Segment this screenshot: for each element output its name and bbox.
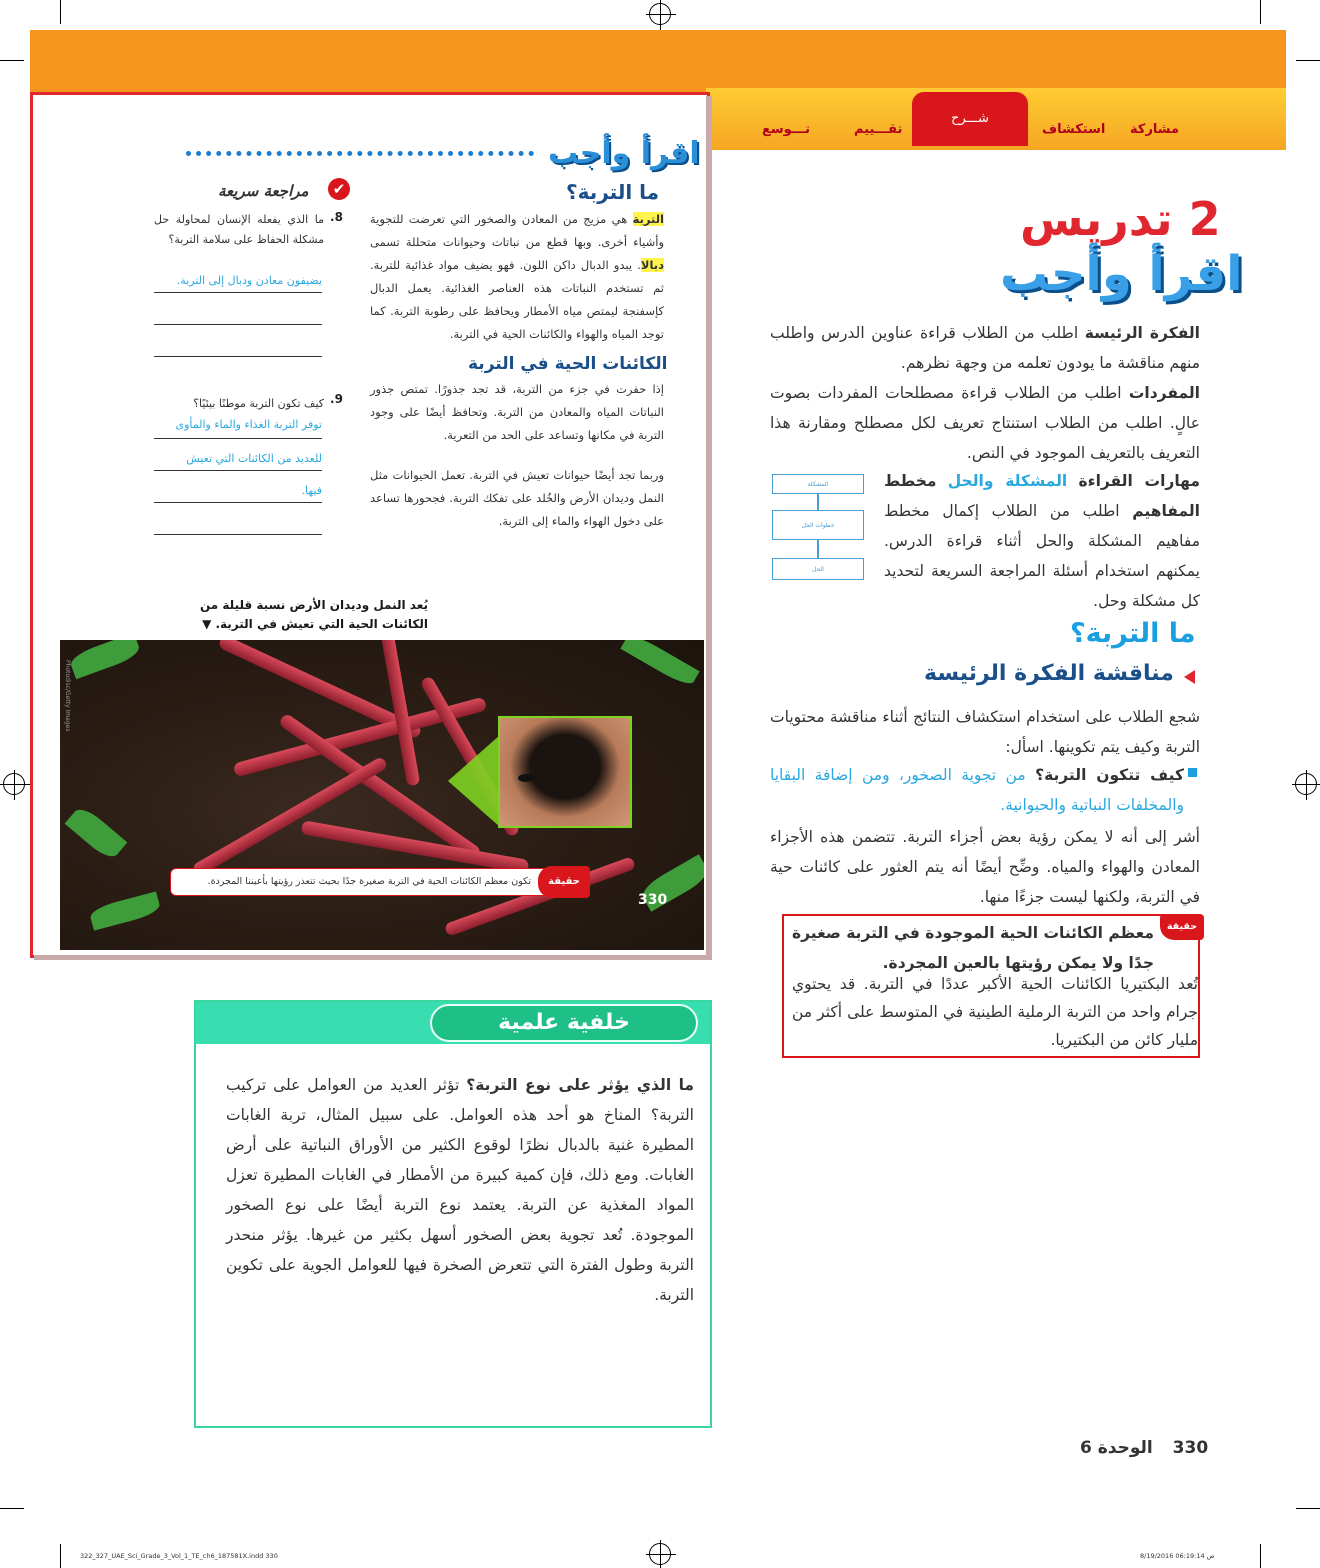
soil-text-a: هي مزيج من المعادن والصخور التي تعرضت للتجوية وأشياء أخرى. وبها قطع من نباتات وحيوانات متحللة تسمى	[370, 212, 664, 249]
main-idea-text: اطلب من الطلاب قراءة عناوين الدرس واطلب منهم مناقشة ما يودون تعلمه من وجهة نظرهم.	[770, 324, 1200, 372]
registration-mark-icon	[649, 1543, 671, 1565]
heading-living-things: الكائنات الحية في التربة	[468, 354, 668, 374]
crop-mark	[0, 1508, 24, 1509]
crop-mark	[60, 0, 61, 24]
file-slug: 322_327_UAE_Sci_Grade_3_Vol_1_TE_ch6_187581X.indd 330	[80, 1552, 278, 1560]
heading-what-is-soil: ما التربة؟	[566, 180, 660, 204]
point-paragraph: أشر إلى أنه لا يمكن رؤية بعض أجزاء التربة. تتضمن هذه الأجزاء المعادن والهواء والمياه. وضِّح أيضًا أنه يتم العثور على كائنات حية في التربة، ولكنها ليست جزءًا منها.	[770, 828, 1200, 906]
tab-evaluate[interactable]: تقـــييم	[854, 122, 903, 137]
question-8-answer: يضيفون معادن ودبال إلى التربة.	[176, 274, 322, 287]
crop-mark	[0, 60, 24, 61]
living-paragraph-1: إذا حفرت في جزء من التربة، قد تجد جذورًا. تمتص جذور النباتات المياه والمعادن من التربة. وتحافظ أيضًا على وجود التربة في مكانها وتساعد على الحد من التعرية.	[370, 382, 664, 442]
student-page-number: 330	[638, 892, 668, 908]
discuss-heading: مناقشة الفكرة الرئيسة	[924, 661, 1174, 686]
fact-tag: حقيقة	[538, 866, 590, 898]
quick-review-title: مراجعة سريعة	[218, 182, 309, 200]
section-heading: ما التربة؟	[1070, 618, 1196, 649]
tab-extend[interactable]: تـــوسع	[762, 122, 811, 137]
science-background-pill	[430, 1004, 698, 1042]
question-9-answer: فيها.	[301, 484, 322, 497]
square-bullet-icon	[1188, 768, 1197, 777]
question-paragraph	[770, 760, 1184, 820]
top-band	[30, 30, 1286, 92]
soil-term: التربة	[632, 212, 664, 226]
registration-mark-icon	[3, 773, 25, 795]
reading-label: مهارات القراءة	[1078, 472, 1200, 490]
inset-pointer	[448, 735, 500, 827]
ant-burrow-inset	[498, 716, 632, 828]
reading-skills-paragraph	[884, 466, 1200, 616]
answer-line	[154, 502, 322, 503]
answer-line	[154, 470, 322, 471]
leaf	[620, 640, 699, 689]
question-9-text: كيف تكون التربة موطنًا بيئيًا؟	[193, 397, 324, 410]
flow-arrow	[817, 494, 819, 510]
check-icon: ✔	[328, 178, 350, 200]
crop-mark	[1260, 0, 1261, 24]
answer-line	[154, 438, 322, 439]
question-answer: من تجوية الصخور، ومن إضافة البقايا والمخلفات النباتية والحيوانية.	[770, 766, 1184, 814]
worm	[191, 756, 388, 877]
crop-mark	[60, 1544, 61, 1568]
discuss-paragraph: شجع الطلاب على استخدام استكشاف النتائج أثناء مناقشة محتويات التربة وكيف يتم تكوينها. اسأل:	[770, 708, 1200, 756]
question-9-answer: توفر التربة الغذاء والماء والمأوى	[175, 418, 322, 431]
flow-box-steps: خطوات الحل	[772, 510, 864, 540]
vocab-paragraph	[770, 378, 1200, 468]
crop-mark	[1296, 1508, 1320, 1509]
reading-blue-label: المشكلة والحل	[947, 472, 1068, 490]
flow-box-problem: المشكلة	[772, 474, 864, 494]
science-background-paragraph	[226, 1070, 694, 1310]
read-and-answer-logo-large: اقرأ وأجب	[1000, 246, 1243, 302]
soil-paragraph	[370, 208, 664, 346]
tab-explore[interactable]: استكشاف	[1042, 122, 1106, 137]
flow-box-solution: الحل	[772, 558, 864, 580]
photo-credit: Photodisc/Getty Images	[64, 660, 71, 732]
leaf	[65, 804, 128, 862]
science-background-title: خلفية علمية	[498, 1010, 630, 1035]
fact-teacher-text: تُعد البكتيريا الكائنات الحية الأكبر عددًا في التربة. قد يحتوي جرام واحد من التربة الرملية الطينية في المتوسط على أكثر من مليار كائن من البكتيريا.	[792, 975, 1198, 1049]
answer-line	[154, 356, 322, 357]
reading-text: اطلب من الطلاب إكمال مخطط مفاهيم المشكلة والحل أثناء قراءة الدرس. يمكنهم استخدام أسئلة المراجعة السريعة لتحديد كل مشكلة وحل.	[884, 502, 1200, 610]
tab-engage[interactable]: مشاركة	[1130, 122, 1180, 137]
flow-arrow	[817, 540, 819, 558]
tab-explain[interactable]: شـــرح	[912, 92, 1028, 146]
read-and-answer-logo: اقرأ وأجب	[548, 136, 700, 171]
vocab-label: المفردات	[1128, 384, 1200, 402]
ant-icon	[518, 774, 534, 782]
student-page-shadow	[34, 955, 712, 960]
question-9-answer: للعديد من الكائنات التي تعيش	[186, 452, 322, 465]
answer-line	[154, 534, 322, 535]
problem-solution-chart	[772, 474, 864, 582]
vocab-text: اطلب من الطلاب قراءة مصطلحات المفردات بصوت عالٍ. اطلب من الطلاب استنتاج تعريف لكل مصطلح ومقارنة هذا التعريف بالتعريف الموجود في النص.	[770, 384, 1200, 462]
footer-page-info	[1080, 1438, 1208, 1458]
question-8-text: ما الذي يفعله الإنسان لمحاولة حل مشكلة الحفاظ على سلامة التربة؟	[154, 213, 324, 246]
question-9-number: 9.	[330, 392, 343, 406]
answer-line	[154, 324, 322, 325]
science-background-question: ما الذي يؤثر على نوع التربة؟	[466, 1076, 694, 1094]
date-slug: 8/19/2016 06:19:14 ص	[1140, 1552, 1215, 1560]
humus-term: دبالا	[640, 258, 664, 272]
leaf	[68, 640, 142, 679]
reading-label-2: مخطط	[884, 472, 937, 490]
fact-callout: تكون معظم الكائنات الحية في التربة صغيرة جدًا بحيث تتعذر رؤيتها بأعيننا المجردة.	[170, 868, 582, 896]
teach-title: 2 تدريس	[1020, 192, 1221, 246]
student-page-shadow	[706, 96, 712, 958]
triangle-bullet-icon	[1184, 670, 1195, 684]
living-paragraph-2: وربما تجد أيضًا حيوانات تعيش في التربة. تعمل الحيوانات مثل النمل وديدان الأرض والخُلد على تفكك التربة. فجحورها تساعد على دخول الهواء والماء إلى التربة.	[370, 468, 664, 528]
worm	[301, 820, 530, 874]
main-idea-paragraph	[770, 318, 1200, 378]
footer-unit: الوحدة 6	[1080, 1438, 1153, 1458]
leaf	[88, 891, 161, 930]
crop-mark	[1296, 60, 1320, 61]
question-label: كيف تتكون التربة؟	[1035, 766, 1184, 784]
question-8-number: 8.	[330, 210, 343, 224]
footer-page-number: 330	[1172, 1438, 1209, 1458]
soil-text-b: . يبدو الدبال داكن اللون. فهو يضيف مواد غذائية للتربة. ثم تستخدم النباتات هذه العناصر الغذائية. يعمل الدبال كإسفنجة ليمتص مياه الأمطار ويحافظ على رطوبة التربة. كما توجد المياه والهواء والكائنات الحية في التربة.	[370, 258, 664, 341]
registration-mark-icon	[649, 3, 671, 25]
fact-teacher-bold: معظم الكائنات الحية الموجودة في التربة صغيرة جدًا ولا يمكن رؤيتها بالعين المجردة.	[792, 924, 1154, 972]
science-background-text: تؤثر العديد من العوامل على تركيب التربة؟ المناخ هو أحد هذه العوامل. على سبيل المثال، تربة الغابات المطيرة غنية بالدبال نظرًا لوقوع الكثير من الأوراق النباتية على أرض الغابات. ومع ذلك، فإن كمية كبيرة من الأمطار في الغابات المطيرة تعزل المواد المغذية عن التربة. يعتمد نوع التربة أيضًا على نوع الصخور الموجودة. تُعد تجوية بعض الصخور أسهل بكثير من غيرها. يؤثر منحدر التربة وطول الفترة التي تتعرض الصخرة فيها للعوامل الجوية على تكوين التربة.	[226, 1076, 694, 1304]
registration-mark-icon	[1295, 773, 1317, 795]
fact-tag-teacher: حقيقة	[1160, 914, 1204, 940]
photo-caption: يُعد النمل وديدان الأرض نسبة قليلة من الكائنات الحية التي تعيش في التربة. ▼	[199, 598, 428, 631]
answer-line	[154, 292, 322, 293]
dotted-divider	[186, 148, 534, 156]
main-idea-label: الفكرة الرئيسة	[1084, 324, 1200, 342]
concepts-label: المفاهيم	[1132, 502, 1200, 520]
crop-mark	[1260, 1544, 1261, 1568]
